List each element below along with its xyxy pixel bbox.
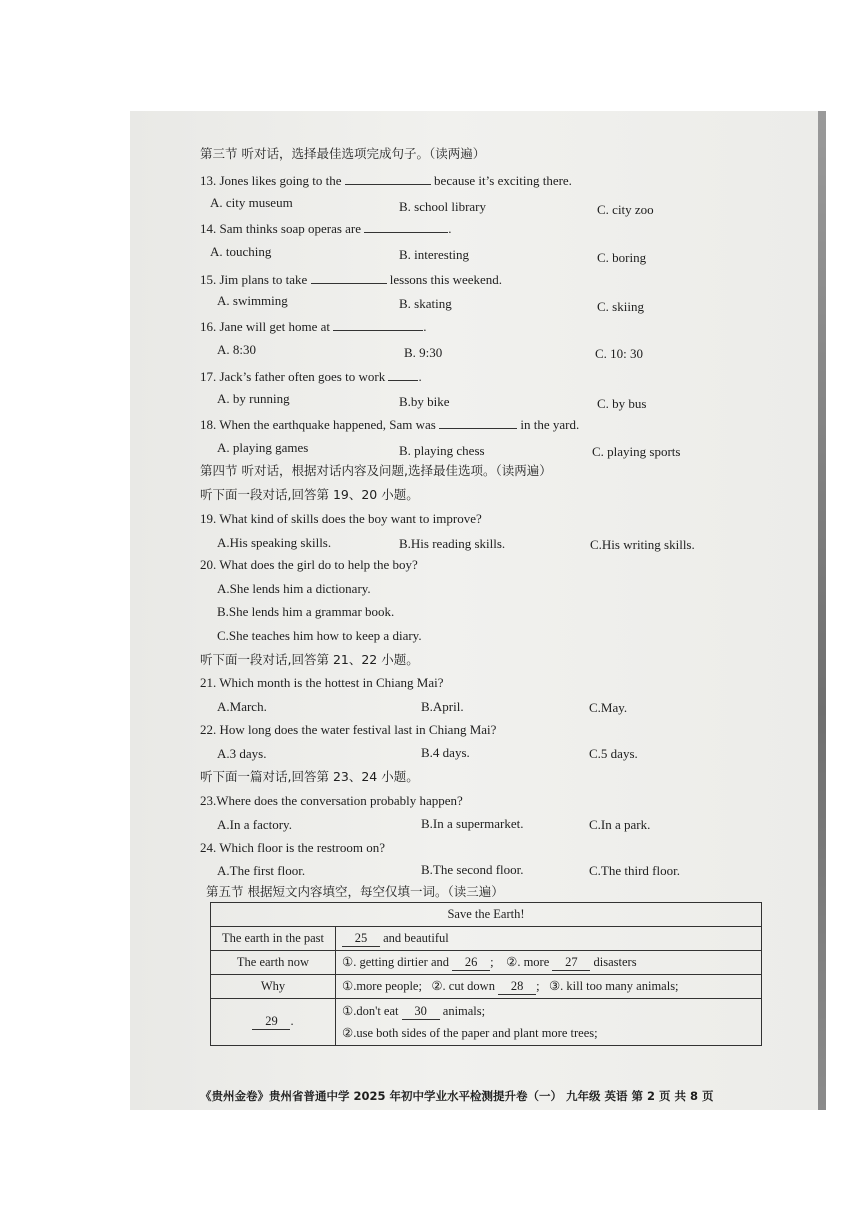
q18-option-c: C. playing sports <box>592 444 681 459</box>
q21-option-b: B.April. <box>421 699 464 714</box>
q20-option-b: B.She lends him a grammar book. <box>217 604 395 619</box>
q18-option-a: A. playing games <box>217 440 309 455</box>
question-18 <box>200 416 579 433</box>
blank-30: 30 <box>402 1004 440 1020</box>
blank-28: 28 <box>498 979 536 995</box>
q15-text: 15. Jim plans to take <box>200 272 308 287</box>
blank-29: 29 <box>252 1014 290 1030</box>
q14-option-b: B. interesting <box>399 247 470 262</box>
q20-option-c: C.She teaches him how to keep a diary. <box>217 628 422 643</box>
q13-option-a: A. city museum <box>210 195 293 210</box>
q17-blank <box>388 368 418 381</box>
row-text: ; <box>490 955 494 969</box>
q16-text: 16. Jane will get home at <box>200 319 330 334</box>
q17-text: 17. Jack’s father often goes to work <box>200 369 386 384</box>
q22-option-b: B.4 days. <box>421 745 470 760</box>
q19-option-b: B.His reading skills. <box>399 536 506 551</box>
table-row <box>211 903 762 927</box>
table-row <box>211 927 762 951</box>
q17-option-a: A. by running <box>217 391 290 406</box>
section4-title: 第四节 听对话，根据对话内容及问题,选择最佳选项。（读两遍） <box>200 463 552 478</box>
q13-option-c: C. city zoo <box>597 202 654 217</box>
q14-blank <box>364 220 448 233</box>
q17-text-end: . <box>418 369 422 384</box>
q16-blank <box>333 318 423 331</box>
row-content <box>336 999 762 1046</box>
question-13 <box>200 172 572 189</box>
section4-part3-intro: 听下面一篇对话,回答第 23、24 小题。 <box>200 769 419 784</box>
section4-part1-intro: 听下面一段对话,回答第 19、20 小题。 <box>200 487 419 502</box>
q23-option-c: C.In a park. <box>589 817 651 832</box>
q16-option-a: A. 8:30 <box>217 342 256 357</box>
page-edge-shadow <box>818 111 826 1110</box>
row-text: ②. cut down <box>431 979 495 993</box>
q22-option-c: C.5 days. <box>589 746 638 761</box>
question-20: 20. What does the girl do to help the boy? <box>200 557 418 572</box>
q16-text-end: . <box>423 319 427 334</box>
q18-option-b: B. playing chess <box>399 443 485 458</box>
q20-option-a: A.She lends him a dictionary. <box>217 581 371 596</box>
row-text: ①. getting dirtier and <box>342 955 450 969</box>
q14-option-c: C. boring <box>597 250 647 265</box>
question-24: 24. Which floor is the restroom on? <box>200 840 385 855</box>
q16-option-c: C. 10: 30 <box>595 346 644 361</box>
q21-option-c: C.May. <box>589 700 628 715</box>
fill-in-table <box>210 902 762 1046</box>
row-text: . <box>290 1014 294 1028</box>
question-21: 21. Which month is the hottest in Chiang Mai? <box>200 675 444 690</box>
blank-26: 26 <box>452 955 490 971</box>
row-content <box>336 951 762 975</box>
q14-option-a: A. touching <box>210 244 272 259</box>
blank-27: 27 <box>552 955 590 971</box>
table-row <box>211 999 762 1046</box>
section4-part2-intro: 听下面一段对话,回答第 21、22 小题。 <box>200 652 419 667</box>
section5-title: 第五节 根据短文内容填空，每空仅填一词。（读三遍） <box>206 884 504 899</box>
section3-title: 第三节 听对话，选择最佳选项完成句子。（读两遍） <box>200 146 486 161</box>
question-17 <box>200 368 422 385</box>
row-content <box>336 975 762 999</box>
q15-option-b: B. skating <box>399 296 452 311</box>
q18-blank <box>439 416 517 429</box>
row-label <box>211 999 336 1046</box>
q17-option-b: B.by bike <box>399 394 450 409</box>
q13-text-end: because it’s exciting there. <box>434 173 572 188</box>
blank-25: 25 <box>342 931 380 947</box>
q14-text: 14. Sam thinks soap operas are <box>200 221 362 236</box>
q15-option-a: A. swimming <box>217 293 288 308</box>
q14-text-end: . <box>448 221 452 236</box>
q15-text-end: lessons this weekend. <box>389 272 503 287</box>
question-23: 23.Where does the conversation probably happen? <box>200 793 463 808</box>
row-text: and beautiful <box>383 930 449 945</box>
row-line <box>342 1003 755 1020</box>
q13-blank <box>345 172 431 185</box>
row-text: ①.more people; <box>342 979 422 993</box>
q24-option-b: B.The second floor. <box>421 862 524 877</box>
row-text: ①.don't eat <box>342 1004 399 1018</box>
q18-text-end: in the yard. <box>520 417 580 432</box>
question-15 <box>200 271 502 288</box>
q18-text: 18. When the earthquake happened, Sam was <box>200 417 436 432</box>
row-label: The earth now <box>211 951 336 975</box>
row-label: Why <box>211 975 336 999</box>
q24-option-a: A.The first floor. <box>217 863 306 878</box>
table-row <box>211 951 762 975</box>
row-content <box>336 927 762 951</box>
table-row <box>211 975 762 999</box>
row-text: ③. kill too many animals; <box>548 979 679 993</box>
q23-option-b: B.In a supermarket. <box>421 816 524 831</box>
row-text: ; <box>536 979 540 993</box>
q15-option-c: C. skiing <box>597 299 644 314</box>
q24-option-c: C.The third floor. <box>589 863 680 878</box>
q13-option-b: B. school library <box>399 199 487 214</box>
q19-option-c: C.His writing skills. <box>590 537 695 552</box>
question-19: 19. What kind of skills does the boy want to improve? <box>200 511 482 526</box>
q16-option-b: B. 9:30 <box>404 345 443 360</box>
q19-option-a: A.His speaking skills. <box>217 535 332 550</box>
question-16 <box>200 318 426 335</box>
row-text: ②. more <box>506 955 550 969</box>
q23-option-a: A.In a factory. <box>217 817 292 832</box>
q21-option-a: A.March. <box>217 699 267 714</box>
q22-option-a: A.3 days. <box>217 746 267 761</box>
page-footer: 《贵州金卷》贵州省普通中学 2025 年初中学业水平检测提升卷（一） 九年级 英语 第 2 页 共 8 页 <box>200 1089 714 1103</box>
row-label: The earth in the past <box>211 927 336 951</box>
question-22: 22. How long does the water festival last in Chiang Mai? <box>200 722 497 737</box>
row-text: animals; <box>442 1004 486 1018</box>
question-14 <box>200 220 452 237</box>
q15-blank <box>311 271 387 284</box>
row-text: disasters <box>593 955 637 969</box>
row-line: ②.use both sides of the paper and plant more trees; <box>342 1026 598 1040</box>
q17-option-c: C. by bus <box>597 396 647 411</box>
table-heading: Save the Earth! <box>211 903 762 927</box>
q13-text: 13. Jones likes going to the <box>200 173 342 188</box>
